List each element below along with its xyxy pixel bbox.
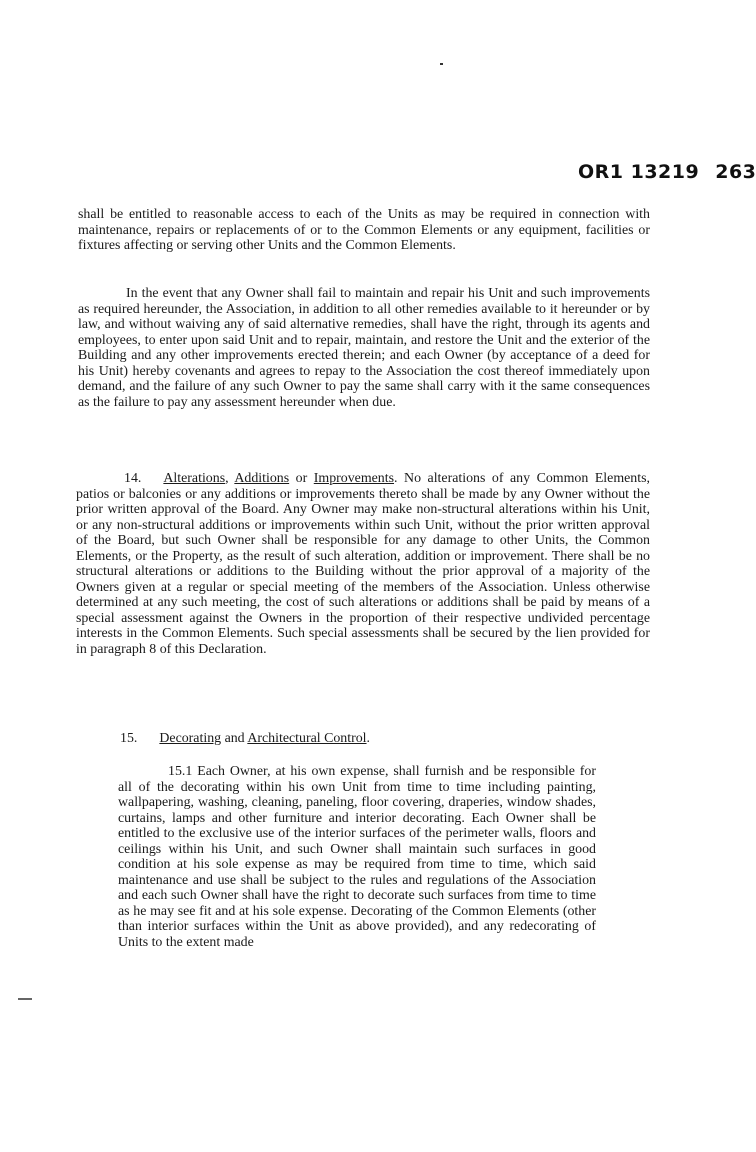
scan-speck bbox=[18, 998, 32, 1000]
section-14-title-alterations: Alterations bbox=[163, 471, 226, 486]
maintenance-default-paragraph: In the event that any Owner shall fail to maintain and repair his Unit and such improvements as required hereunder, the Association, in addition to all other remedies available to it hereunder or by law, and without waiving any of said alternative remedies, shall have the right, through its agents and employees, to enter upon said Unit and to repair, maintain, and restore the Unit and the exterior of the Building and any other improvements erected therein; and each Owner (by acceptance of a deed for his Unit) hereby covenants and agrees to repay to the Association the cost thereof immediately upon demand, and the failure of any such Owner to pay the same shall carry with it the same consequences as the failure to pay any assessment hereunder when due. bbox=[78, 286, 650, 410]
section-15-title-architectural: Architectural Control bbox=[247, 731, 367, 746]
section-15-number: 15. bbox=[120, 731, 138, 746]
section-15-heading bbox=[120, 731, 520, 747]
section-14-title-sep: , bbox=[225, 471, 235, 486]
page-number: 263 bbox=[715, 161, 756, 183]
section-15-title-period: . bbox=[366, 731, 371, 746]
scan-speck bbox=[440, 63, 443, 65]
book-page-number: OR1 13219 bbox=[578, 161, 700, 183]
access-paragraph: shall be entitled to reasonable access to each of the Units as may be required in connection with maintenance, repairs or replacements of or to the Common Elements or any equipment, facilities or fixtures affecting or serving other Units and the Common Elements. bbox=[78, 207, 650, 254]
section-14-body: No alterations of any Common Elements, patios or balconies or any additions or improvements thereto shall be made by any Owner without the prior written approval of the Board. Any Owner may make non-structural alterations within his Unit, or any non-structural additions or improvements within such Unit, without the prior written approval of the Board, but such Owner shall be responsible for any damage to other Units, the Common Elements, or the Property, as the result of such alteration, addition or improvement. There shall be no structural alterations or additions to the Building without the prior approval of a majority of the Owners given at a regular or special meeting of the members of the Association. Unless otherwise determined at any such meeting, the cost of such alterations or additions shall be paid by means of a special assessment against the Owners in the proportion of their respective undivided percentage interests in the Common Elements. Such special assessments shall be secured by the lien provided for in paragraph 8 of this Declaration. bbox=[76, 471, 650, 658]
section-14-title-additions: Additions bbox=[234, 471, 290, 486]
section-14-paragraph bbox=[76, 471, 650, 658]
section-15-title-and: and bbox=[221, 731, 248, 746]
section-14-title-sep: . bbox=[394, 471, 398, 486]
section-14-title-improvements: Improvements bbox=[313, 471, 395, 486]
section-15-title-decorating: Decorating bbox=[159, 731, 222, 746]
section-14-title-sep: or bbox=[289, 471, 314, 486]
section-15-1-paragraph bbox=[118, 764, 596, 951]
section-14-number: 14. bbox=[124, 471, 142, 486]
recording-stamp bbox=[578, 161, 756, 183]
section-15-1-body: Each Owner, at his own expense, shall furnish and be responsible for all of the decorating within his own Unit from time to time including painting, wallpapering, washing, cleaning, paneling, floor covering, draperies, window shades, curtains, lamps and other furniture and interior decorating. Each Owner shall be entitled to the exclusive use of the interior surfaces of the perimeter walls, floors and ceilings within his Unit, and such Owner shall maintain such surfaces in good condition at his sole expense as may be required from time to time, which said maintenance and use shall be subject to the rules and regulations of the Association and each such Owner shall have the right to decorate such surfaces from time to time as he may see fit and at his sole expense. Decorating of the Common Elements (other than interior surfaces within the Unit as above provided), and any redecorating of Units to the extent made bbox=[118, 764, 596, 951]
section-15-1-number: 15.1 bbox=[168, 764, 193, 779]
